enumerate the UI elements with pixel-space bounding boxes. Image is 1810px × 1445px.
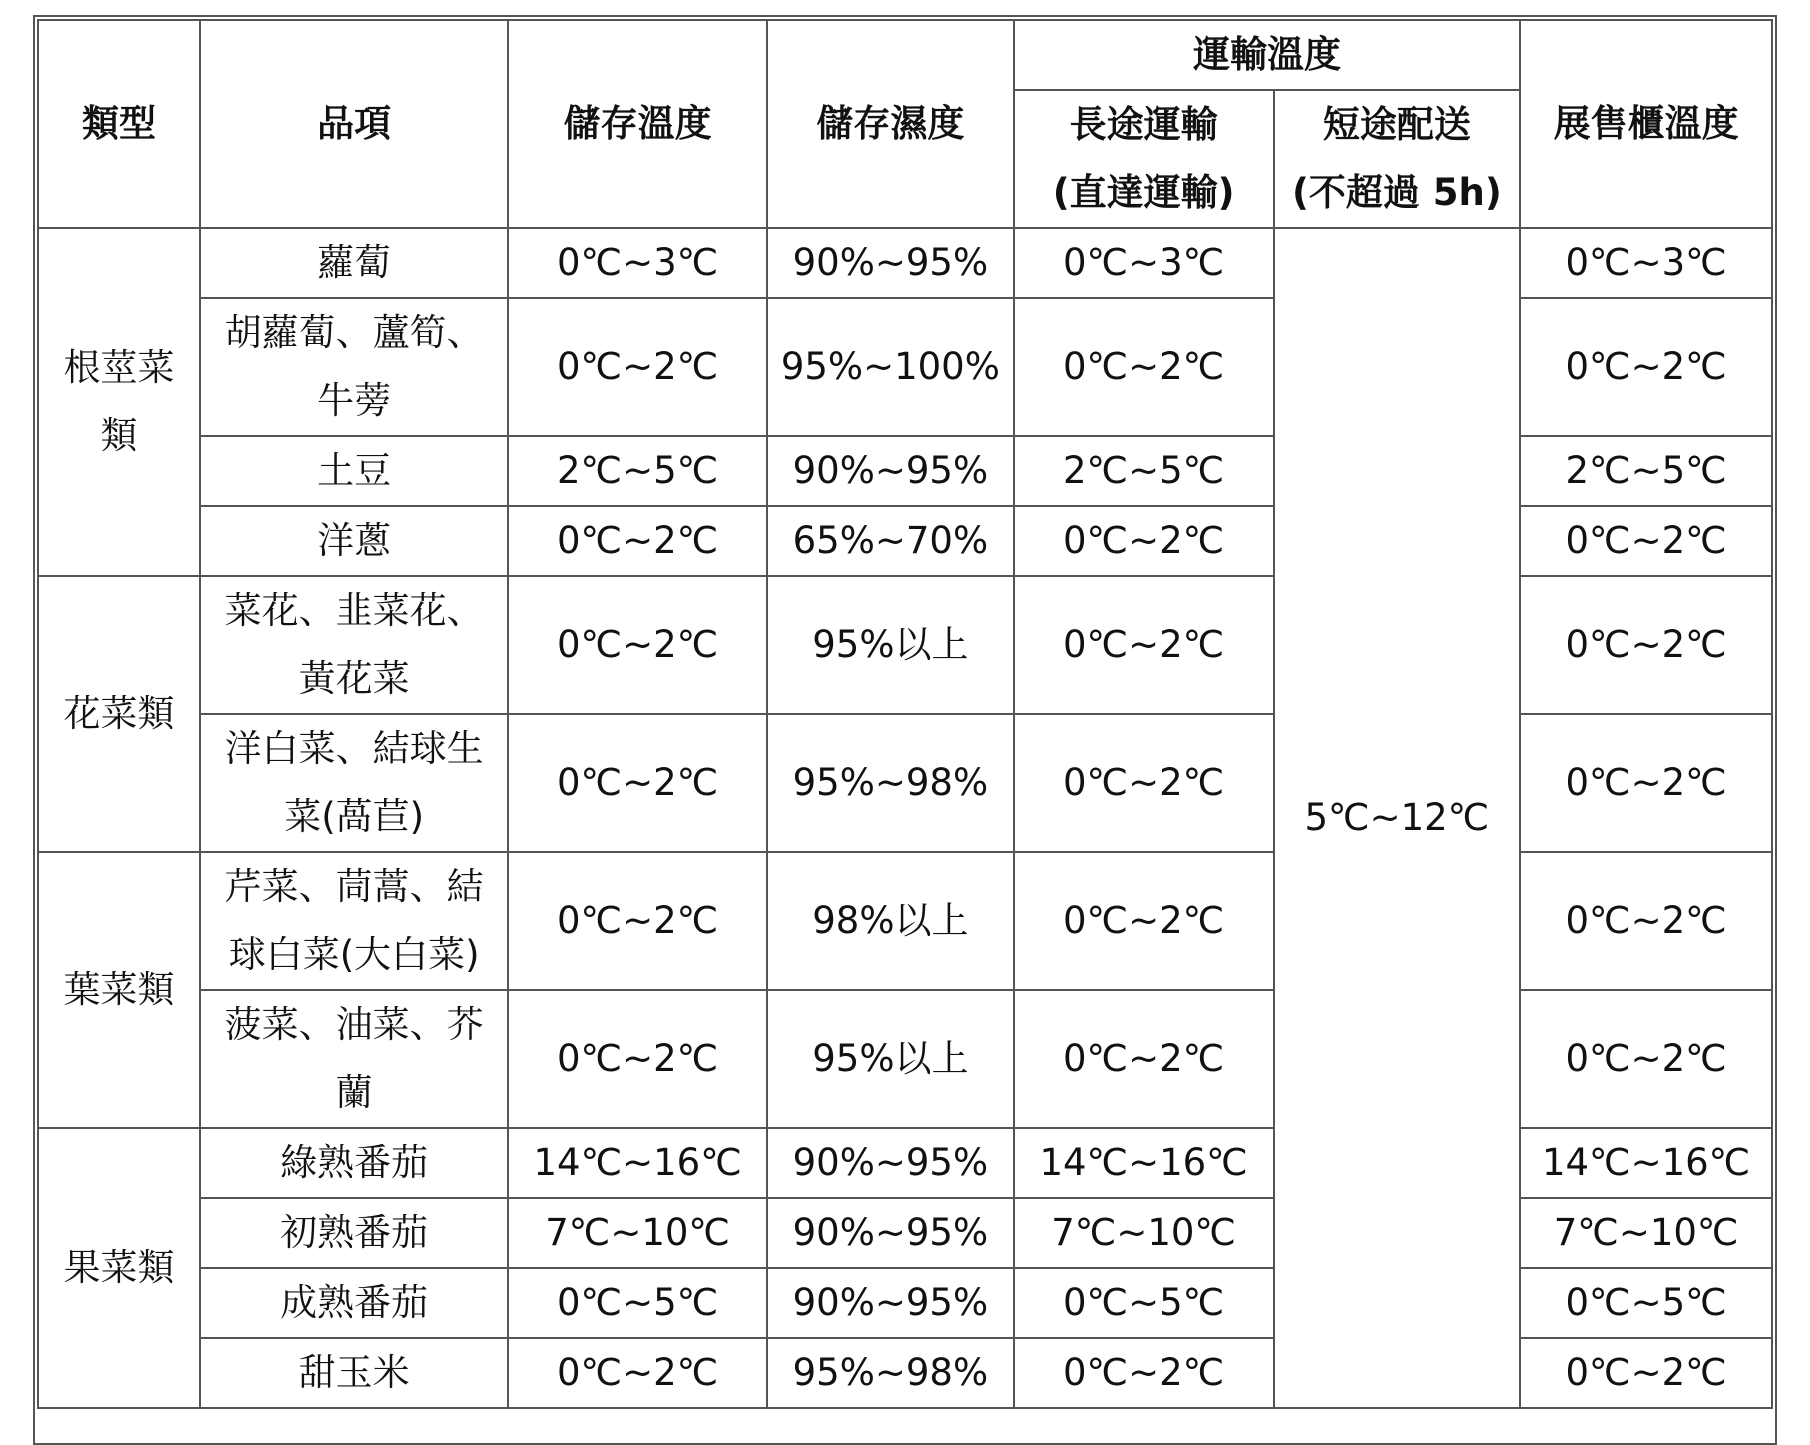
cell-display-temp: 0℃~2℃ <box>1520 852 1772 990</box>
cell-long-haul: 0℃~2℃ <box>1014 1338 1274 1408</box>
cell-storage-humidity: 65%~70% <box>767 506 1014 576</box>
cell-display-temp: 14℃~16℃ <box>1520 1128 1772 1198</box>
header-display-temp: 展售櫃溫度 <box>1520 20 1772 228</box>
cell-storage-temp: 2℃~5℃ <box>508 436 767 506</box>
cell-display-temp: 0℃~2℃ <box>1520 990 1772 1128</box>
cell-storage-temp: 0℃~3℃ <box>508 228 767 298</box>
cell-storage-humidity: 95%~100% <box>767 298 1014 436</box>
vegetable-temperature-table <box>37 19 1773 1409</box>
cell-item: 芹菜、茼蒿、結 球白菜(大白菜) <box>200 852 508 990</box>
table-row <box>38 228 1772 298</box>
cell-long-haul: 2℃~5℃ <box>1014 436 1274 506</box>
cell-display-temp: 0℃~5℃ <box>1520 1268 1772 1338</box>
cell-storage-temp: 0℃~2℃ <box>508 576 767 714</box>
cell-type: 果菜類 <box>38 1128 200 1408</box>
cell-short-delivery: 5℃~12℃ <box>1274 228 1521 1408</box>
cell-item: 成熟番茄 <box>200 1268 508 1338</box>
cell-item: 初熟番茄 <box>200 1198 508 1268</box>
cell-item: 綠熟番茄 <box>200 1128 508 1198</box>
cell-item: 胡蘿蔔、蘆筍、 牛蒡 <box>200 298 508 436</box>
cell-display-temp: 0℃~3℃ <box>1520 228 1772 298</box>
header-storage-humidity: 儲存濕度 <box>767 20 1014 228</box>
cell-item: 洋蔥 <box>200 506 508 576</box>
cell-display-temp: 0℃~2℃ <box>1520 576 1772 714</box>
cell-display-temp: 0℃~2℃ <box>1520 298 1772 436</box>
cell-display-temp: 7℃~10℃ <box>1520 1198 1772 1268</box>
cell-display-temp: 0℃~2℃ <box>1520 714 1772 852</box>
cell-storage-temp: 0℃~5℃ <box>508 1268 767 1338</box>
cell-storage-temp: 7℃~10℃ <box>508 1198 767 1268</box>
cell-long-haul: 0℃~2℃ <box>1014 990 1274 1128</box>
cell-long-haul: 7℃~10℃ <box>1014 1198 1274 1268</box>
header-item: 品項 <box>200 20 508 228</box>
cell-display-temp: 0℃~2℃ <box>1520 1338 1772 1408</box>
cell-storage-humidity: 95%~98% <box>767 1338 1014 1408</box>
cell-long-haul: 0℃~5℃ <box>1014 1268 1274 1338</box>
header-storage-temp: 儲存溫度 <box>508 20 767 228</box>
cell-storage-temp: 0℃~2℃ <box>508 990 767 1128</box>
cell-long-haul: 0℃~2℃ <box>1014 298 1274 436</box>
cell-storage-humidity: 95%以上 <box>767 990 1014 1128</box>
header-type: 類型 <box>38 20 200 228</box>
cell-display-temp: 2℃~5℃ <box>1520 436 1772 506</box>
cell-storage-humidity: 90%~95% <box>767 1268 1014 1338</box>
cell-storage-temp: 0℃~2℃ <box>508 1338 767 1408</box>
cell-display-temp: 0℃~2℃ <box>1520 506 1772 576</box>
cell-storage-temp: 0℃~2℃ <box>508 852 767 990</box>
cell-long-haul: 0℃~2℃ <box>1014 576 1274 714</box>
cell-storage-humidity: 95%~98% <box>767 714 1014 852</box>
cell-storage-temp: 0℃~2℃ <box>508 298 767 436</box>
cell-item: 蘿蔔 <box>200 228 508 298</box>
cell-storage-temp: 14℃~16℃ <box>508 1128 767 1198</box>
cell-storage-humidity: 90%~95% <box>767 228 1014 298</box>
cell-item: 菜花、韭菜花、 黃花菜 <box>200 576 508 714</box>
header-short-delivery: 短途配送 (不超過 5h) <box>1274 90 1521 228</box>
cell-storage-humidity: 95%以上 <box>767 576 1014 714</box>
cell-storage-humidity: 90%~95% <box>767 1198 1014 1268</box>
header-transport-temp: 運輸溫度 <box>1014 20 1521 90</box>
cell-long-haul: 0℃~3℃ <box>1014 228 1274 298</box>
header-long-haul: 長途運輸 (直達運輸) <box>1014 90 1274 228</box>
cell-item: 菠菜、油菜、芥 蘭 <box>200 990 508 1128</box>
temperature-table-frame <box>33 15 1777 1445</box>
cell-long-haul: 14℃~16℃ <box>1014 1128 1274 1198</box>
table-body <box>38 228 1772 1408</box>
cell-storage-humidity: 90%~95% <box>767 436 1014 506</box>
cell-storage-humidity: 98%以上 <box>767 852 1014 990</box>
cell-item: 甜玉米 <box>200 1338 508 1408</box>
cell-storage-humidity: 90%~95% <box>767 1128 1014 1198</box>
cell-storage-temp: 0℃~2℃ <box>508 714 767 852</box>
cell-item: 土豆 <box>200 436 508 506</box>
cell-long-haul: 0℃~2℃ <box>1014 852 1274 990</box>
cell-type: 花菜類 <box>38 576 200 852</box>
cell-item: 洋白菜、結球生 菜(萵苣) <box>200 714 508 852</box>
cell-long-haul: 0℃~2℃ <box>1014 506 1274 576</box>
cell-storage-temp: 0℃~2℃ <box>508 506 767 576</box>
cell-type: 葉菜類 <box>38 852 200 1128</box>
cell-type: 根莖菜 類 <box>38 228 200 576</box>
cell-long-haul: 0℃~2℃ <box>1014 714 1274 852</box>
